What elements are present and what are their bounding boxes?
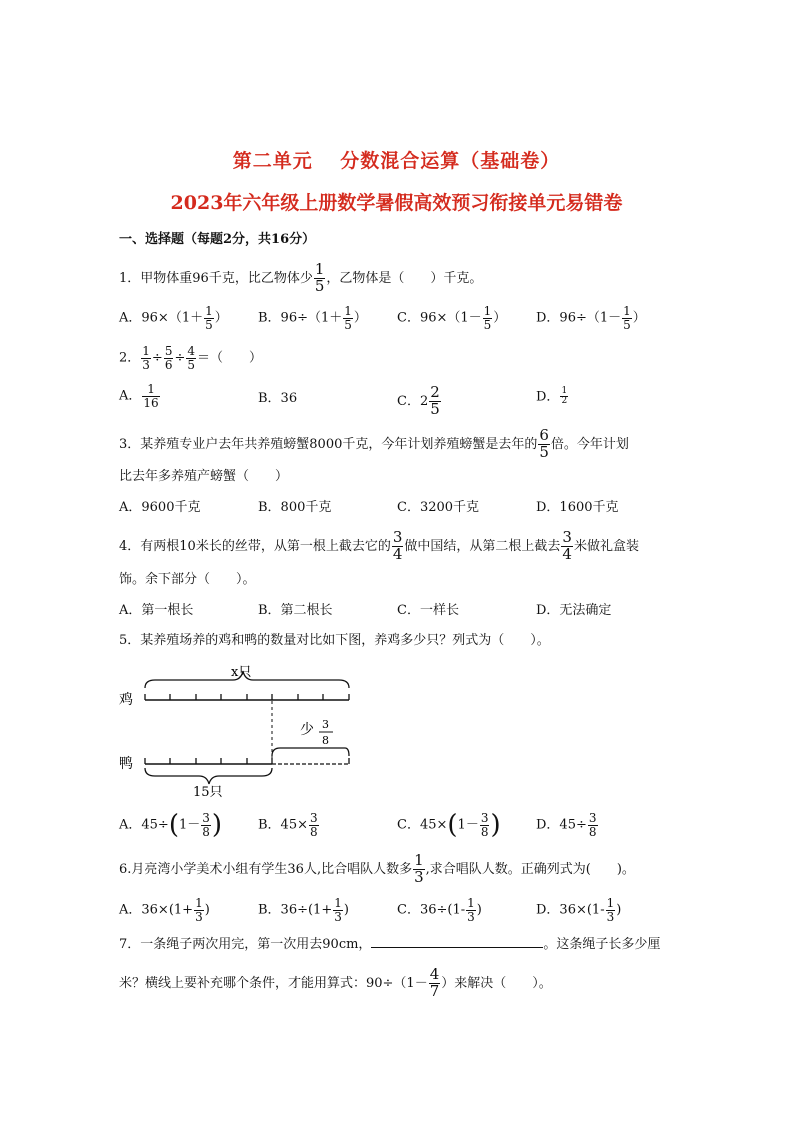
fraction: $\frac{1}{5}$ (344, 304, 352, 332)
q3-option-b[interactable]: B．800千克 (258, 500, 332, 515)
less-brace (272, 748, 349, 756)
q6-option-c[interactable]: C．36÷(1- $\frac{1}{3}$ ) (397, 896, 482, 924)
fraction: $\frac{1}{5}$ (205, 304, 213, 332)
q5-option-b[interactable]: B．45× $\frac{3}{8}$ (258, 811, 318, 839)
fraction: $\frac{1}{3}$ (195, 896, 203, 924)
q1-option-b[interactable]: B．96÷（1＋ $\frac{1}{5}$ ） (258, 304, 367, 332)
q4-option-b[interactable]: B．第二根长 (258, 603, 333, 618)
less-label: 少 (300, 722, 314, 738)
less-fraction-num: 3 (322, 718, 329, 731)
q3-option-c[interactable]: C．3200千克 (397, 500, 480, 515)
q2-option-c[interactable]: C．2 $\frac{2}{5}$ (397, 383, 440, 418)
fraction: $\frac{1}{3}$ (142, 344, 150, 372)
fraction: $\frac{4}{5}$ (187, 344, 196, 372)
q1-option-c[interactable]: C．96×（1－ $\frac{1}{5}$ ） (397, 304, 507, 332)
less-fraction-den: 8 (322, 734, 329, 747)
fraction: $\frac{1}{2}$ (561, 386, 568, 407)
fifteen-label: 15只 (193, 785, 223, 798)
q5-option-d[interactable]: D．45÷ $\frac{3}{8}$ (536, 811, 597, 839)
section-heading: 一、选择题（每题2分，共16分） (119, 232, 316, 247)
fraction: $\frac{3}{8}$ (310, 811, 318, 839)
x-label: x只 (231, 665, 252, 680)
bottom-brace (145, 768, 272, 784)
q4-option-a[interactable]: A．第一根长 (119, 603, 194, 618)
q2-option-b[interactable]: B．36 (258, 391, 298, 406)
question-6: 6.月亮湾小学美术小组有学生36人,比合唱队人数多 $\frac{1}{3}$ ,求合唱队人数。正确列式为( )。 (119, 851, 635, 886)
fraction: $\frac{1}{5}$ (483, 304, 492, 332)
question-5: 5．某养殖场养的鸡和鸭的数量对比如下图，养鸡多少只？列式为（ ）。 (119, 633, 550, 648)
q1-option-a[interactable]: A．96×（1＋ $\frac{1}{5}$ ） (119, 304, 228, 332)
question-3-line-1: 3．某养殖专业户去年共养殖螃蟹8000千克，今年计划养殖螃蟹是去年的 $\frac{6}{5}$ 倍。今年计划 (119, 426, 629, 461)
q6-option-a[interactable]: A．36×(1+ $\frac{1}{3}$ ) (119, 896, 210, 924)
question-7-line-2: 米？横线上要补充哪个条件，才能用算式：90÷（1－ $\frac{4}{7}$ ）来解决（ ）。 (119, 965, 552, 1000)
q5-option-c[interactable]: C．45×(1－ $\frac{3}{8}$ ) (397, 810, 501, 841)
duck-ticks (145, 758, 349, 764)
chicken-label: 鸡 (119, 692, 133, 708)
q2-option-d[interactable]: D． $\frac{1}{2}$ (536, 386, 568, 407)
fraction: $\frac{1}{3}$ (414, 851, 424, 886)
answer-blank[interactable] (371, 937, 543, 948)
fraction: $\frac{2}{5}$ (430, 383, 440, 418)
q4-option-c[interactable]: C．一样长 (397, 603, 459, 618)
fraction: $\frac{3}{8}$ (588, 811, 597, 839)
fraction: $\frac{1}{3}$ (467, 896, 475, 924)
page-title: 第二单元 分数混合运算（基础卷） (232, 150, 561, 172)
segment-diagram (115, 658, 360, 798)
question-7-line-1: 7．一条绳子两次用完，第一次用去90cm， 。这条绳子长多少厘 (119, 937, 661, 952)
question-4-line-2: 饰。余下部分（ ）。 (119, 572, 256, 587)
question-3-line-2: 比去年多养殖产螃蟹（ ） (119, 469, 289, 484)
duck-label: 鸭 (119, 756, 133, 772)
question-1: 1．甲物体重96千克，比乙物体少 $\frac{1}{5}$ ，乙物体是（ ）千克。 (119, 260, 483, 295)
q6-option-b[interactable]: B．36÷(1+ $\frac{1}{3}$ ) (258, 896, 349, 924)
fraction: $\frac{5}{6}$ (164, 344, 173, 372)
fraction: $\frac{4}{7}$ (429, 965, 440, 1000)
fraction: $\frac{1}{3}$ (334, 896, 342, 924)
q2-option-a[interactable]: A． $\frac{1}{16}$ (119, 382, 159, 410)
chicken-ticks (145, 694, 349, 700)
fraction: $\frac{6}{5}$ (539, 426, 549, 461)
fraction: $\frac{3}{8}$ (202, 811, 210, 839)
fraction: $\frac{1}{16}$ (143, 382, 159, 410)
fraction: $\frac{1}{5}$ (623, 304, 631, 332)
q4-option-d[interactable]: D．无法确定 (536, 603, 612, 618)
fraction: $\frac{3}{4}$ (562, 528, 572, 563)
q6-option-d[interactable]: D．36×(1- $\frac{1}{3}$ ) (536, 896, 622, 924)
question-2: 2． $\frac{1}{3}$ ÷ $\frac{5}{6}$ ÷ $\frac{4}{5}$ ＝（ ） (119, 344, 263, 372)
fraction: $\frac{3}{4}$ (392, 528, 403, 563)
fraction: $\frac{1}{3}$ (606, 896, 615, 924)
q3-option-d[interactable]: D．1600千克 (536, 500, 619, 515)
fraction: $\frac{3}{8}$ (480, 811, 489, 839)
question-4-line-1: 4．有两根10米长的丝带，从第一根上截去它的 $\frac{3}{4}$ 做中国结，从第二根上截去 $\frac{3}{4}$ 米做礼盒装 (119, 528, 639, 563)
page-subtitle: 2023年六年级上册数学暑假高效预习衔接单元易错卷 (170, 192, 623, 214)
q5-option-a[interactable]: A．45÷(1－ $\frac{3}{8}$ ) (119, 810, 223, 841)
q3-option-a[interactable]: A．9600千克 (119, 500, 201, 515)
fraction: $\frac{1}{5}$ (314, 260, 325, 295)
q1-option-d[interactable]: D．96÷（1－ $\frac{1}{5}$ ） (536, 304, 646, 332)
